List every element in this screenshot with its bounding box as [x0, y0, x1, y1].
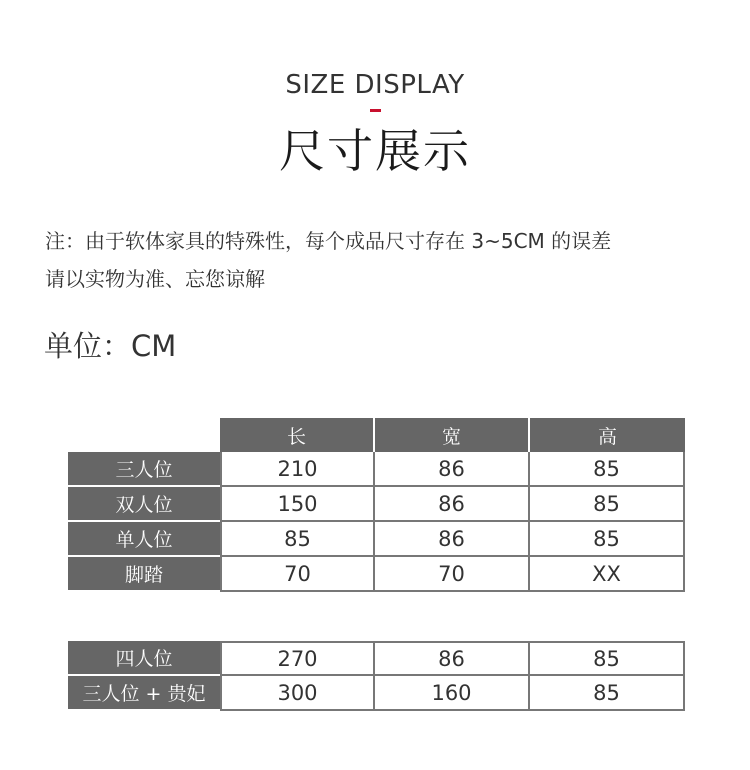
- cell-height: 85: [530, 641, 685, 676]
- table-row: [68, 676, 685, 711]
- cell-height: XX: [530, 557, 685, 592]
- cell-width: 86: [375, 522, 530, 557]
- cell-height: 85: [530, 452, 685, 487]
- cell-width: 86: [375, 487, 530, 522]
- column-header-width: 宽: [375, 418, 530, 452]
- cell-width: 160: [375, 676, 530, 711]
- cell-length: 300: [220, 676, 375, 711]
- table-row: [68, 487, 685, 522]
- title-english: SIZE DISPLAY: [285, 70, 465, 100]
- note-line-1: 注：由于软体家具的特殊性，每个成品尺寸存在 3~5CM 的误差: [45, 229, 612, 253]
- cell-width: 70: [375, 557, 530, 592]
- cell-height: 85: [530, 487, 685, 522]
- size-table-combo: [68, 641, 685, 711]
- table-row: [68, 641, 685, 676]
- row-label: 脚踏: [68, 557, 220, 592]
- column-header-length: 长: [220, 418, 375, 452]
- table-row: [68, 557, 685, 592]
- cell-length: 70: [220, 557, 375, 592]
- cell-width: 86: [375, 452, 530, 487]
- cell-length: 150: [220, 487, 375, 522]
- table-row: [68, 452, 685, 487]
- unit-label: 单位：CM: [44, 329, 177, 363]
- table-row: [68, 522, 685, 557]
- size-table: [68, 418, 685, 592]
- table-header-row: [68, 418, 685, 452]
- cell-height: 85: [530, 522, 685, 557]
- note-line-2: 请以实物为准、忘您谅解: [45, 267, 265, 291]
- note-text: [45, 222, 725, 298]
- cell-height: 85: [530, 676, 685, 711]
- cell-width: 86: [375, 641, 530, 676]
- title-accent-bar: [370, 109, 381, 112]
- row-label: 单人位: [68, 522, 220, 557]
- cell-length: 270: [220, 641, 375, 676]
- title-chinese: 尺寸展示: [279, 124, 471, 178]
- table-corner: [68, 418, 220, 452]
- row-label: 三人位: [68, 452, 220, 487]
- cell-length: 210: [220, 452, 375, 487]
- row-label: 四人位: [68, 641, 220, 676]
- cell-length: 85: [220, 522, 375, 557]
- column-header-height: 高: [530, 418, 685, 452]
- row-label: 双人位: [68, 487, 220, 522]
- row-label: 三人位 + 贵妃: [68, 676, 220, 711]
